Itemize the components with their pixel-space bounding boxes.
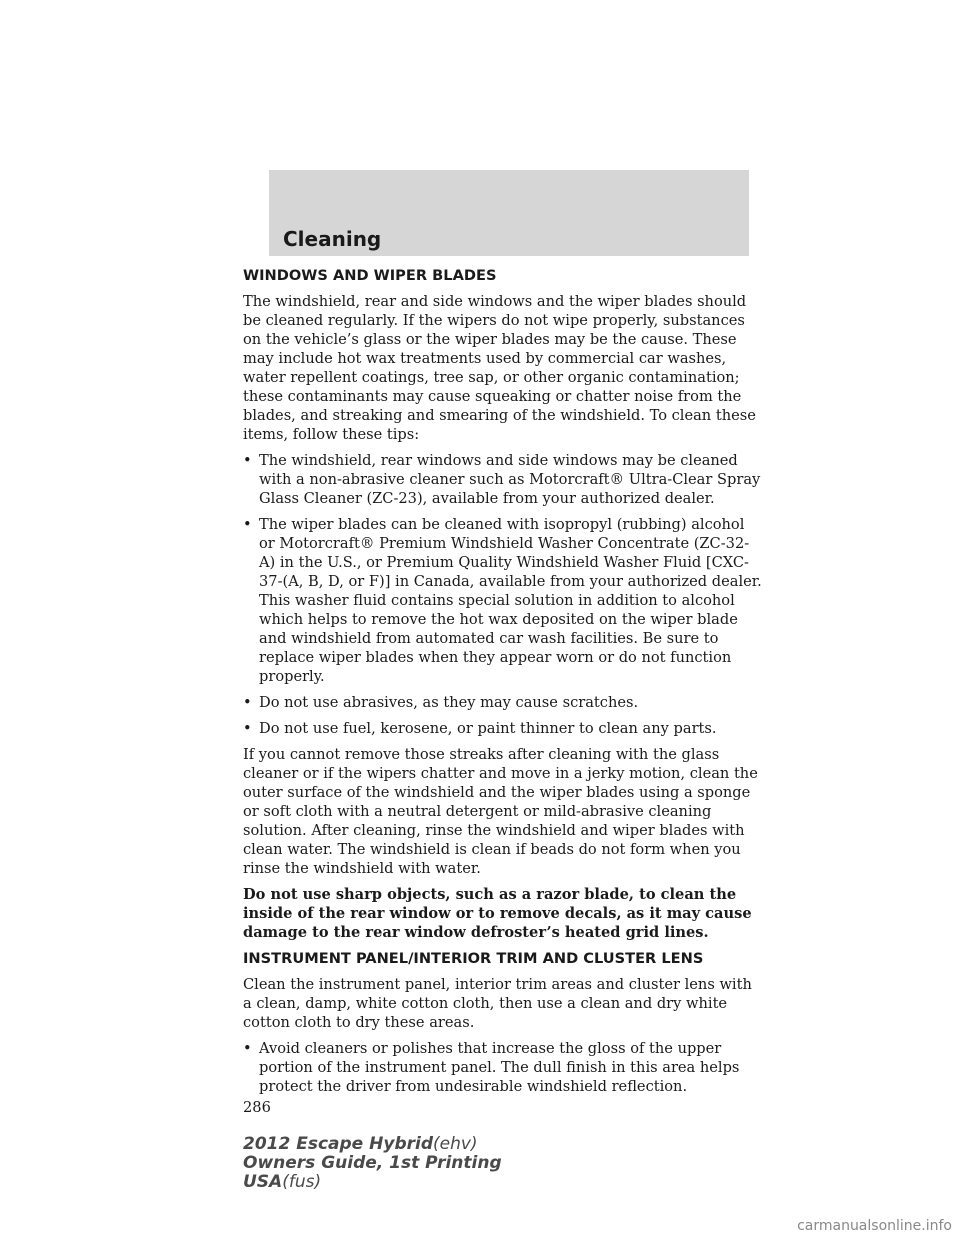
paragraph-intro-instrument-panel: Clean the instrument panel, interior trim areas and cluster lens with a clean, damp, white cotton cloth, then use a clean and dry white cotton cloth to dry these areas. [243, 976, 752, 1031]
section-heading-instrument-panel: INSTRUMENT PANEL/INTERIOR TRIM AND CLUSTER LENS [243, 950, 704, 967]
bullet-icon: • [243, 452, 252, 469]
bullet-icon: • [243, 516, 252, 533]
list-item: • The windshield, rear windows and side windows may be cleaned with a non-abrasive cleaner such as Motorcraft® Ultra-Clear Spray Glass Cleaner (ZC-23), available from your authorized dealer. [243, 452, 761, 507]
section-title: Cleaning [283, 227, 382, 251]
footer-market: USA [243, 1172, 283, 1192]
footer-model: 2012 Escape Hybrid [243, 1134, 433, 1154]
page-content [243, 266, 763, 1117]
bullet-list-instrument-panel [243, 1039, 763, 1096]
bullet-icon: • [243, 694, 252, 711]
section-heading-windows: WINDOWS AND WIPER BLADES [243, 267, 497, 284]
warning-text: Do not use sharp objects, such as a razor blade, to clean the inside of the rear window or to remove decals, as it may cause damage to the rear window defroster’s heated grid lines. [243, 886, 752, 941]
list-item: • Avoid cleaners or polishes that increase the gloss of the upper portion of the instrument panel. The dull finish in this area helps protect the driver from undesirable windshield reflection. [243, 1040, 740, 1095]
paragraph-intro-windows: The windshield, rear and side windows and the wiper blades should be cleaned regularly. If the wipers do not wipe properly, substances on the vehicle’s glass or the wiper blades may be the cause. These may include hot wax treatments used by commercial car washes, water repellent coatings, tree sap, or other organic contamination; these contaminants may cause squeaking or chatter noise from the blades, and streaking and smearing of the windshield. To clean these items, follow these tips: [243, 293, 756, 443]
paragraph-streaks: If you cannot remove those streaks after cleaning with the glass cleaner or if the wipers chatter and move in a jerky motion, clean the outer surface of the windshield and the wiper blades using a sponge or soft cloth with a neutral detergent or mild-abrasive cleaning solution. After cleaning, rinse the windshield and wiper blades with clean water. The windshield is clean if beads do not form when you rinse the windshield with water. [243, 746, 758, 877]
page-number: 286 [243, 1099, 271, 1116]
watermark: carmanualsonline.info [797, 1218, 952, 1234]
bullet-icon: • [243, 720, 252, 737]
list-item: • Do not use fuel, kerosene, or paint thinner to clean any parts. [243, 720, 717, 737]
bullet-icon: • [243, 1040, 252, 1057]
footer-edition: Owners Guide, 1st Printing [243, 1153, 502, 1173]
list-item: • The wiper blades can be cleaned with isopropyl (rubbing) alcohol or Motorcraft® Premium Windshield Washer Concentrate (ZC-32-A) in the U.S., or Premium Quality Windshield Washer Fluid [CXC-37-(A, B, D, or F)] in Canada, available from your authorized dealer. This washer fluid contains special solution in addition to alcohol which helps to remove the hot wax deposited on the wiper blade and windshield from automated car wash facilities. Be sure to replace wiper blades when they appear worn or do not function properly. [243, 516, 762, 685]
footer-model-code: (ehv) [433, 1134, 478, 1154]
list-item: • Do not use abrasives, as they may cause scratches. [243, 694, 639, 711]
footer-market-code: (fus) [282, 1172, 322, 1192]
document-footer [243, 1135, 502, 1192]
bullet-list-windows [243, 451, 763, 738]
section-header-bar [269, 170, 749, 256]
